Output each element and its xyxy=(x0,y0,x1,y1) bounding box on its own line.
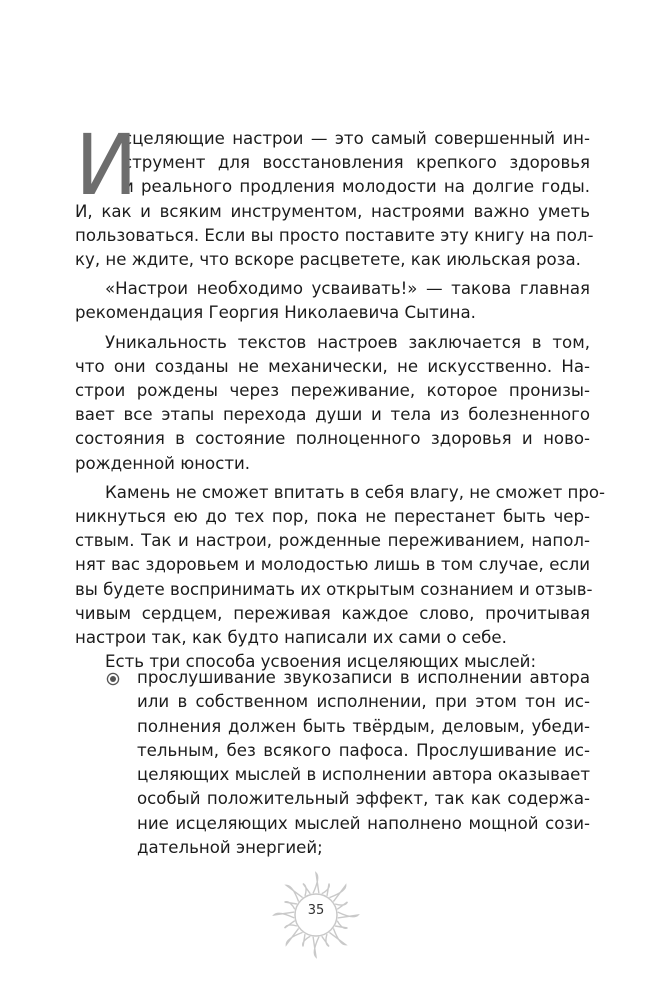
text-line: ние исцеляющих мыслей наполнено мощной сози- xyxy=(137,813,590,833)
text-line: или в собственном исполнении, при этом тон ис- xyxy=(137,692,590,712)
text-line: Уникальность текстов настроев заключается в том, xyxy=(105,332,590,352)
bullet-text xyxy=(137,666,590,860)
paragraph-2 xyxy=(75,277,590,325)
sun-ray xyxy=(313,873,319,893)
sun-ray xyxy=(335,921,347,929)
text-line: вы будете воспринимать их открытым сознанием и отзыв- xyxy=(75,579,593,599)
text-line: струмент для восстановления крепкого здоровья xyxy=(123,153,590,173)
drop-cap: И xyxy=(75,116,138,214)
text-line: тельным, без всякого пафоса. Прослушивание ис- xyxy=(137,740,590,760)
text-line: «Настрои необходимо усваивать!» — такова главная xyxy=(105,279,590,299)
text-line: прослушивание звукозаписи в исполнении автора xyxy=(137,668,590,687)
sun-ray xyxy=(274,912,294,918)
sun-ray xyxy=(313,937,319,957)
sun-ray xyxy=(329,928,345,944)
text-line: рожденной юности. xyxy=(75,453,251,473)
text-line: пользоваться. Если вы просто поставите эту книгу на пол- xyxy=(75,225,594,245)
text-line: вает все этапы перехода души и тела из болезненного xyxy=(75,405,590,425)
paragraph-1 xyxy=(75,116,594,272)
sun-ray xyxy=(322,934,329,946)
sun-ray xyxy=(303,884,310,896)
text-line: ку, не ждите, что вскоре расцветете, как июльская роза. xyxy=(75,250,581,270)
text-line: Есть три способа усвоения исцеляющих мыслей: xyxy=(105,652,537,672)
sun-ray xyxy=(322,884,330,896)
text-line: сцеляющие настрои — это самый совершенный ин- xyxy=(123,129,590,148)
text-line: И, как и всяким инструментом, настроями важно уметь xyxy=(75,201,590,221)
sun-ray xyxy=(285,921,297,928)
text-line: и реального продления молодости на долгие годы. xyxy=(123,177,590,197)
text-line: дательной энергией; xyxy=(137,838,323,858)
text-line: полнения должен быть твёрдым, деловым, убеди- xyxy=(137,716,590,736)
sun-ray xyxy=(329,885,345,901)
text-line: особый положительный эффект, так как содержа- xyxy=(137,789,590,809)
text-line: что они созданы не механически, не искусственно. На- xyxy=(75,356,590,376)
bullet-item xyxy=(75,666,590,860)
text-line: чивым сердцем, переживая каждое слово, прочитывая xyxy=(75,603,590,623)
bullet-icon xyxy=(106,672,120,686)
sun-ray xyxy=(286,885,302,901)
text-line: ствым. Так и настрои, рожденные переживанием, напол- xyxy=(75,531,590,551)
text-line: никнуться ею до тех пор, пока не перестанет быть чер- xyxy=(75,507,590,527)
sun-ray xyxy=(286,928,302,944)
sun-ray xyxy=(335,902,347,909)
text-line: целяющих мыслей в исполнении автора оказывает xyxy=(137,765,590,785)
sun-ray xyxy=(303,934,311,946)
page-number: 35 xyxy=(307,903,325,918)
text-line: Камень не сможет впитать в себя влагу, не сможет про- xyxy=(105,482,606,502)
paragraph-4 xyxy=(75,481,606,650)
sun-ray xyxy=(338,912,358,918)
body-text xyxy=(75,116,606,674)
text-line: настрои так, как будто написали их сами о себе. xyxy=(75,628,507,648)
text-line: нят вас здоровьем и молодостью лишь в том случае, если xyxy=(75,555,590,575)
text-line: строи рождены через переживание, которое пронизы- xyxy=(75,381,590,401)
paragraph-3 xyxy=(75,331,590,476)
text-line: состояния в состояние полноценного здоровья и ново- xyxy=(75,429,590,449)
text-line: рекомендация Георгия Николаевича Сытина. xyxy=(75,303,476,323)
